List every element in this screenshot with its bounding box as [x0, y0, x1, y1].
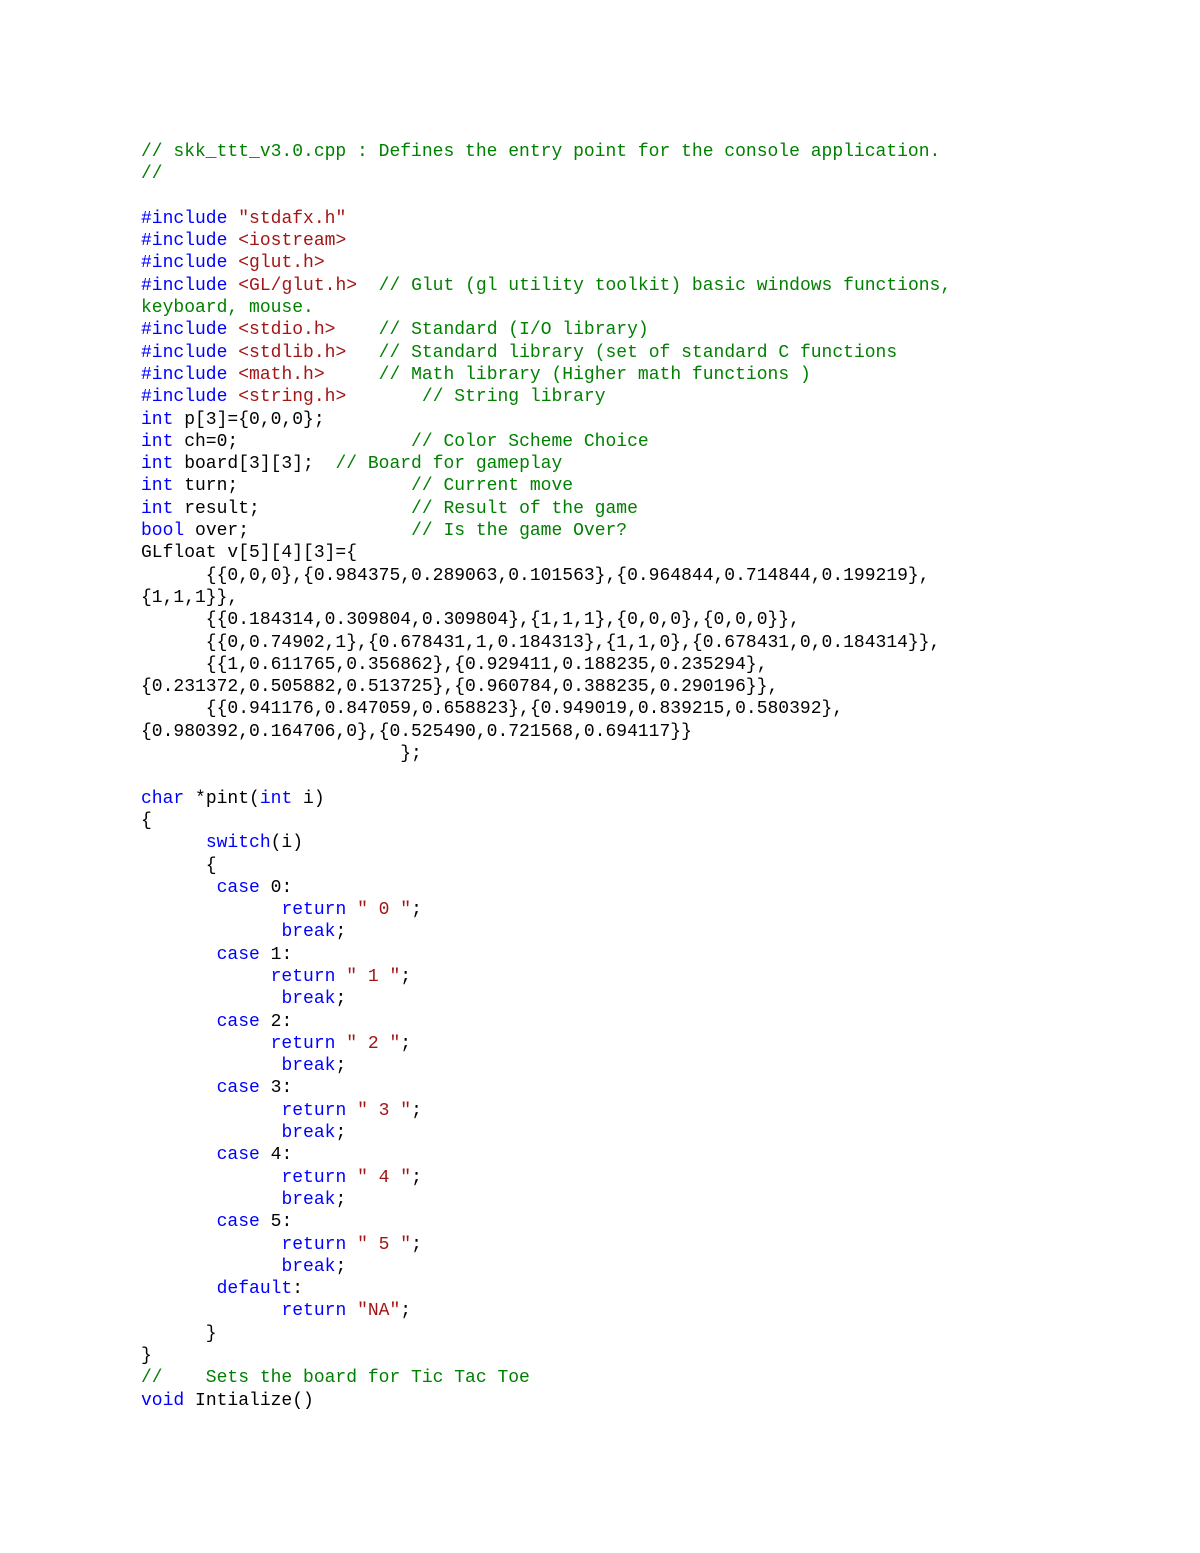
code-keyword: void	[141, 1390, 185, 1411]
code-line	[141, 1234, 1141, 1256]
code-keyword: return	[281, 1167, 347, 1188]
code-line	[141, 944, 1141, 966]
code-string: " 0 "	[357, 900, 412, 921]
code-text: GLfloat v[5][4][3]={	[141, 543, 358, 564]
code-text: p[3]={0,0,0};	[173, 409, 325, 430]
code-string: <GL/glut.h>	[238, 275, 358, 296]
code-text	[335, 320, 378, 340]
code-line	[141, 632, 1141, 654]
code-comment: // Standard library (set of standard C functions	[378, 342, 898, 363]
code-text	[335, 967, 346, 987]
code-line	[141, 587, 1141, 609]
code-text	[227, 276, 238, 296]
code-line	[141, 208, 1141, 230]
code-keyword: case	[216, 877, 260, 898]
code-text	[141, 1212, 217, 1232]
code-text: ;	[335, 1256, 347, 1277]
code-text	[346, 343, 378, 363]
code-text: }	[141, 1323, 217, 1344]
code-text	[141, 1257, 281, 1277]
code-string: " 1 "	[346, 966, 401, 987]
code-line	[141, 275, 1141, 297]
code-text: ;	[411, 1234, 422, 1255]
code-line	[141, 297, 1141, 319]
code-line	[141, 1300, 1141, 1322]
code-text: };	[141, 744, 422, 765]
code-string: <stdio.h>	[238, 320, 336, 341]
code-text	[141, 1056, 281, 1076]
code-text: ;	[411, 1167, 422, 1188]
code-text: {1,1,1}},	[141, 587, 239, 608]
code-string: <math.h>	[238, 364, 325, 385]
code-line	[141, 921, 1141, 943]
code-text: ;	[335, 922, 347, 943]
code-line	[141, 1256, 1141, 1278]
code-line	[141, 832, 1141, 854]
code-comment: // Result of the game	[411, 498, 638, 519]
code-text: (i)	[270, 833, 304, 854]
code-keyword: return	[270, 1033, 336, 1054]
code-text: {{0,0,0},{0.984375,0.289063,0.101563},{0.964844,0.714844,0.199219},	[141, 565, 930, 586]
code-keyword: case	[216, 1078, 260, 1099]
code-keyword: #include	[141, 253, 228, 274]
code-line	[141, 409, 1141, 431]
code-text: ch=0;	[173, 431, 412, 452]
code-keyword: case	[216, 1145, 260, 1166]
code-comment: // Is the game Over?	[411, 521, 628, 542]
code-line	[141, 252, 1141, 274]
code-text: 5:	[259, 1212, 293, 1233]
code-text: ;	[335, 1189, 347, 1210]
code-line	[141, 743, 1141, 765]
code-text	[141, 1190, 281, 1210]
code-line	[141, 453, 1141, 475]
code-line	[141, 1100, 1141, 1122]
code-text	[346, 387, 422, 407]
code-comment: // Board for gameplay	[335, 454, 563, 475]
code-text	[141, 1123, 281, 1143]
code-line	[141, 186, 1141, 208]
code-text	[227, 387, 238, 407]
code-text	[346, 1168, 357, 1188]
code-line	[141, 565, 1141, 587]
code-string: "NA"	[357, 1301, 401, 1322]
code-keyword: #include	[141, 208, 228, 229]
code-text: ;	[400, 1301, 412, 1322]
code-text: 1:	[259, 944, 293, 965]
code-keyword: return	[281, 900, 347, 921]
code-keyword: switch	[205, 833, 271, 854]
code-line	[141, 899, 1141, 921]
code-text	[141, 922, 281, 942]
code-keyword: int	[141, 476, 174, 497]
code-text: {{0.941176,0.847059,0.658823},{0.949019,0.839215,0.580392},	[141, 699, 844, 720]
code-keyword: bool	[141, 521, 185, 542]
code-comment: // Color Scheme Choice	[411, 431, 649, 452]
code-text: ;	[411, 900, 422, 921]
code-text	[346, 900, 357, 920]
code-line	[141, 810, 1141, 832]
code-text: ;	[400, 966, 412, 987]
code-line	[141, 520, 1141, 542]
code-text	[227, 343, 238, 363]
code-line	[141, 230, 1141, 252]
code-text	[227, 320, 238, 340]
code-line	[141, 654, 1141, 676]
code-line	[141, 364, 1141, 386]
code-string: <glut.h>	[238, 253, 325, 274]
code-keyword: break	[281, 1256, 336, 1277]
code-text: i)	[292, 788, 325, 809]
code-text	[141, 1235, 281, 1255]
code-text	[227, 253, 238, 273]
code-text: {{1,0.611765,0.356862},{0.929411,0.188235,0.235294},	[141, 654, 768, 675]
code-text: {{0,0.74902,1},{0.678431,1,0.184313},{1,1,0},{0.678431,0,0.184314}},	[141, 632, 941, 653]
code-text	[227, 365, 238, 385]
code-comment: // Current move	[411, 476, 574, 497]
code-text	[325, 365, 379, 385]
code-text	[141, 945, 217, 965]
code-line	[141, 1033, 1141, 1055]
code-line	[141, 475, 1141, 497]
code-line	[141, 342, 1141, 364]
code-keyword: break	[281, 922, 336, 943]
code-text: {0.231372,0.505882,0.513725},{0.960784,0.388235,0.290196}},	[141, 677, 779, 698]
code-line	[141, 988, 1141, 1010]
code-text: 4:	[259, 1145, 293, 1166]
code-text	[141, 989, 281, 1009]
code-comment: // skk_ttt_v3.0.cpp : Defines the entry point for the console application.	[141, 142, 941, 162]
code-line	[141, 855, 1141, 877]
code-keyword: int	[141, 454, 174, 475]
code-string: <iostream>	[238, 231, 347, 252]
code-text	[141, 1034, 271, 1054]
code-line	[141, 721, 1141, 743]
code-text	[227, 231, 238, 251]
code-line	[141, 1367, 1141, 1389]
code-text: Intialize()	[184, 1390, 314, 1411]
code-keyword: int	[141, 431, 174, 452]
code-line	[141, 1011, 1141, 1033]
code-keyword: return	[281, 1234, 347, 1255]
code-string: <string.h>	[238, 387, 347, 408]
code-keyword: break	[281, 1189, 336, 1210]
code-text: ;	[400, 1033, 412, 1054]
code-text	[141, 878, 217, 898]
code-text: }	[141, 1346, 152, 1367]
code-string: " 2 "	[346, 1033, 401, 1054]
code-listing	[141, 141, 1141, 1412]
code-comment: // Standard (I/O library)	[378, 320, 649, 341]
code-text	[357, 276, 379, 296]
code-line	[141, 1278, 1141, 1300]
code-line	[141, 1144, 1141, 1166]
code-line	[141, 1211, 1141, 1233]
code-line	[141, 1390, 1141, 1412]
code-line	[141, 141, 1141, 163]
code-keyword: return	[281, 1301, 347, 1322]
code-keyword: case	[216, 1011, 260, 1032]
code-text	[346, 1101, 357, 1121]
code-line	[141, 1323, 1141, 1345]
code-keyword: break	[281, 1056, 336, 1077]
code-line	[141, 1122, 1141, 1144]
code-line	[141, 1055, 1141, 1077]
code-line	[141, 319, 1141, 341]
code-text: {	[141, 855, 217, 876]
code-text: 2:	[259, 1011, 293, 1032]
code-line	[141, 676, 1141, 698]
code-keyword: #include	[141, 320, 228, 341]
code-string: " 3 "	[357, 1100, 412, 1121]
code-line	[141, 698, 1141, 720]
code-text	[141, 967, 271, 987]
code-text	[141, 900, 281, 920]
code-keyword: #include	[141, 387, 228, 408]
code-keyword: default	[216, 1279, 293, 1300]
code-string: "stdafx.h"	[238, 208, 347, 229]
code-keyword: int	[259, 788, 293, 809]
code-line	[141, 1345, 1141, 1367]
code-line	[141, 765, 1141, 787]
code-text: {0.980392,0.164706,0},{0.525490,0.721568,0.694117}}	[141, 721, 692, 742]
code-text	[335, 1034, 346, 1054]
code-line	[141, 1189, 1141, 1211]
code-string: " 4 "	[357, 1167, 412, 1188]
code-text: over;	[184, 521, 412, 542]
code-text	[141, 833, 206, 853]
code-keyword: #include	[141, 231, 228, 252]
code-keyword: break	[281, 1123, 336, 1144]
code-text	[141, 1279, 217, 1299]
code-line	[141, 788, 1141, 810]
code-line	[141, 966, 1141, 988]
code-keyword: case	[216, 944, 260, 965]
code-text	[141, 1145, 217, 1165]
code-keyword: #include	[141, 275, 228, 296]
code-line	[141, 609, 1141, 631]
code-line	[141, 1167, 1141, 1189]
code-text: 3:	[259, 1078, 293, 1099]
code-text: ;	[335, 1056, 347, 1077]
code-comment: keyboard, mouse.	[141, 298, 314, 319]
code-text: ;	[411, 1100, 422, 1121]
code-line	[141, 1077, 1141, 1099]
code-comment: // Sets the board for Tic Tac Toe	[141, 1368, 530, 1389]
code-text	[141, 1012, 217, 1032]
code-text	[141, 1101, 281, 1121]
code-text: {{0.184314,0.309804,0.309804},{1,1,1},{0,0,0},{0,0,0}},	[141, 610, 800, 631]
code-text	[346, 1235, 357, 1255]
code-keyword: return	[281, 1100, 347, 1121]
code-keyword: char	[141, 788, 185, 809]
code-text	[141, 1301, 281, 1321]
code-keyword: #include	[141, 342, 228, 363]
code-text: result;	[173, 498, 412, 519]
code-keyword: return	[270, 966, 336, 987]
code-text	[227, 209, 238, 229]
code-line	[141, 386, 1141, 408]
code-keyword: break	[281, 989, 336, 1010]
code-line	[141, 877, 1141, 899]
code-line	[141, 431, 1141, 453]
code-text: ;	[335, 1123, 347, 1144]
code-text	[141, 1078, 217, 1098]
code-text: 0:	[259, 877, 293, 898]
code-string: <stdlib.h>	[238, 342, 347, 363]
code-text: board[3][3];	[173, 454, 336, 475]
code-text: {	[141, 810, 152, 831]
code-string: " 5 "	[357, 1234, 412, 1255]
code-text: turn;	[173, 476, 412, 497]
code-keyword: int	[141, 498, 174, 519]
code-line	[141, 163, 1141, 185]
code-comment: // String library	[421, 387, 606, 408]
code-comment: // Glut (gl utility toolkit) basic windows functions,	[378, 275, 952, 296]
code-comment: // Math library (Higher math functions )	[378, 364, 811, 385]
code-comment: //	[141, 164, 163, 185]
code-text	[346, 1301, 357, 1321]
code-keyword: case	[216, 1212, 260, 1233]
code-text: :	[292, 1279, 304, 1300]
code-keyword: #include	[141, 364, 228, 385]
code-keyword: int	[141, 409, 174, 430]
code-text	[141, 1168, 281, 1188]
code-line	[141, 542, 1141, 564]
code-text: ;	[335, 989, 347, 1010]
code-text: *pint(	[184, 788, 260, 809]
code-line	[141, 498, 1141, 520]
